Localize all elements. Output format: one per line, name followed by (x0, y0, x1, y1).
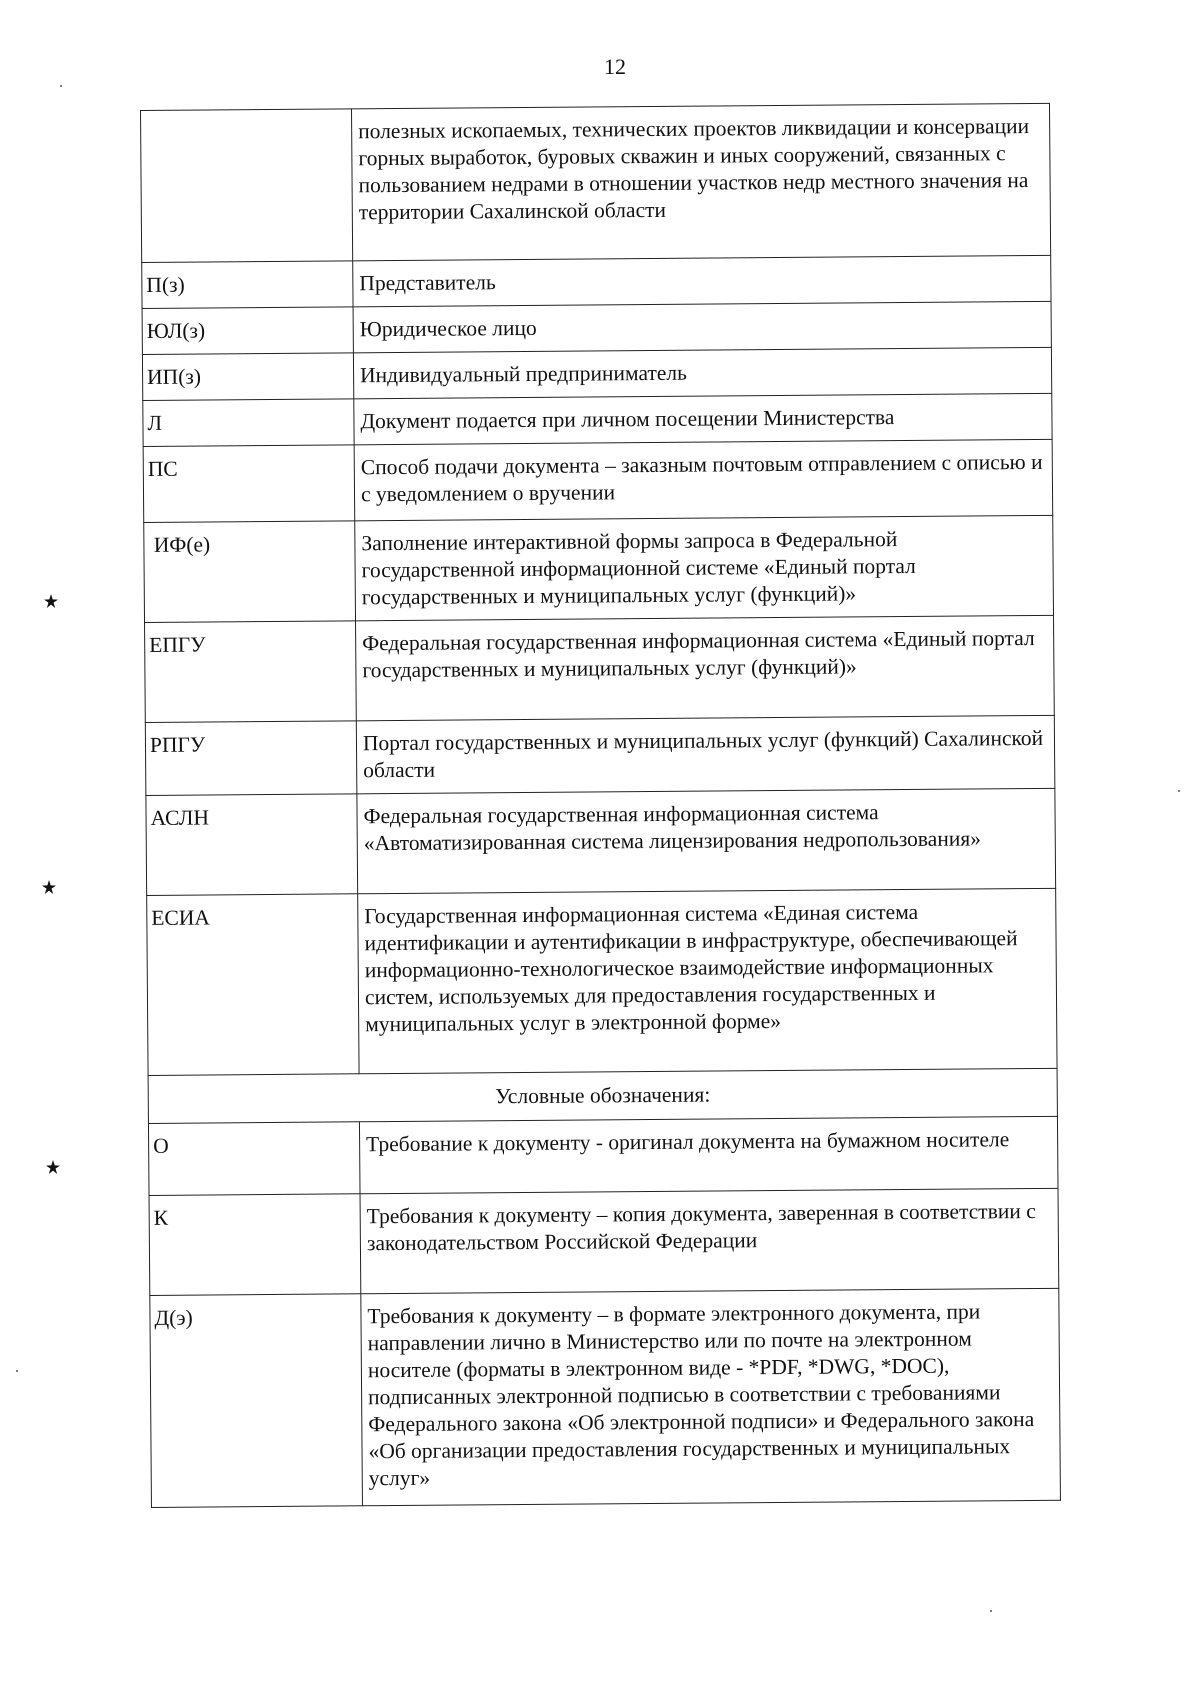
row-description: Портал государственных и муниципальных услуг (функций) Сахалинской области (356, 715, 1055, 793)
row-abbreviation: РПГУ (145, 721, 357, 796)
row-description: Требование к документу - оригинал документа на бумажном носителе (359, 1116, 1058, 1193)
table-row (146, 788, 1056, 895)
row-description: Представитель (353, 255, 1051, 306)
row-abbreviation: ЕПГУ (145, 621, 357, 723)
row-description: Федеральная государственная информационная система «Единый портал государственных и муниципальных услуг (функций)» (356, 615, 1055, 720)
scan-speck (60, 85, 62, 87)
abbreviations-table (140, 103, 1061, 1508)
row-description: Государственная информационная система «Единая система идентификации и аутентификации в инфраструктуре, обеспечивающей информационно-технологическое взаимодействие информационных систем, используемых для предоставления государственных и муниципальных услуг в электронной форме» (358, 888, 1057, 1073)
legend-header: Условные обозначения: (148, 1068, 1057, 1123)
row-abbreviation: К (149, 1194, 361, 1296)
table-row (142, 255, 1051, 308)
table-row (147, 888, 1057, 1075)
table-row (144, 515, 1054, 622)
row-abbreviation (141, 109, 353, 263)
row-description: Способ подачи документа – заказным почтовым отправлением с описью и с уведомлением о вручении (354, 439, 1053, 520)
row-description: Требования к документу – в формате электронного документа, при направлении лично в Министерство или по почте на электронном носителе (форматы в электронном виде - *PDF, *DWG, *DOC), подписанных электронной подписью в соответствии с требованиями Федерального закона «Об электронной подписи» и Федерального закона «Об организации предоставления государственных и муниципальных услуг» (361, 1288, 1061, 1505)
row-description: Индивидуальный предприниматель (353, 347, 1051, 398)
row-abbreviation: О (148, 1122, 360, 1196)
scan-mark-icon (42, 880, 56, 894)
table-row (142, 347, 1051, 400)
row-description: Требования к документу – копия документа, заверенная в соответствии с законодательством Российской Федерации (360, 1188, 1059, 1293)
table-row (142, 301, 1051, 354)
row-description: Юридическое лицо (353, 301, 1051, 352)
table-row (141, 103, 1051, 262)
table-row (145, 615, 1055, 722)
row-description: Заполнение интерактивной формы запроса в Федеральной государственной информационной системе «Единый портал государственных и муниципальных услуг (функций)» (355, 515, 1054, 620)
scan-speck (16, 1370, 18, 1372)
scan-mark-icon (46, 1160, 60, 1174)
scan-speck (1178, 790, 1180, 792)
page-number: 12 (604, 54, 626, 79)
table-row (149, 1188, 1059, 1295)
row-description: Документ подается при личном посещении Министерства (354, 393, 1052, 444)
row-abbreviation: ИП(з) (142, 353, 353, 401)
table-row (145, 715, 1055, 795)
row-description: Федеральная государственная информационная система «Автоматизированная система лицензирования недропользования» (357, 788, 1056, 893)
table-row (148, 1116, 1058, 1195)
table-row (143, 439, 1053, 522)
row-abbreviation: АСЛН (146, 794, 358, 896)
scan-mark-icon (44, 594, 58, 608)
table-row (143, 393, 1052, 446)
row-description: полезных ископаемых, технических проектов ликвидации и консервации горных выработок, буровых скважин и иных сооружений, связанных с пользованием недрами в отношении участков недр местного значения на территории Сахалинской области (351, 103, 1050, 260)
row-abbreviation: Д(э) (150, 1294, 363, 1508)
row-abbreviation: ПС (143, 445, 355, 523)
row-abbreviation: П(з) (142, 261, 353, 309)
table-row (150, 1288, 1061, 1507)
row-abbreviation: ИФ(е) (144, 521, 356, 623)
row-abbreviation: ЕСИА (147, 894, 359, 1076)
scan-speck (990, 1610, 992, 1612)
legend-header-row (148, 1068, 1057, 1123)
row-abbreviation: Л (143, 399, 354, 447)
row-abbreviation: ЮЛ(з) (142, 307, 353, 355)
